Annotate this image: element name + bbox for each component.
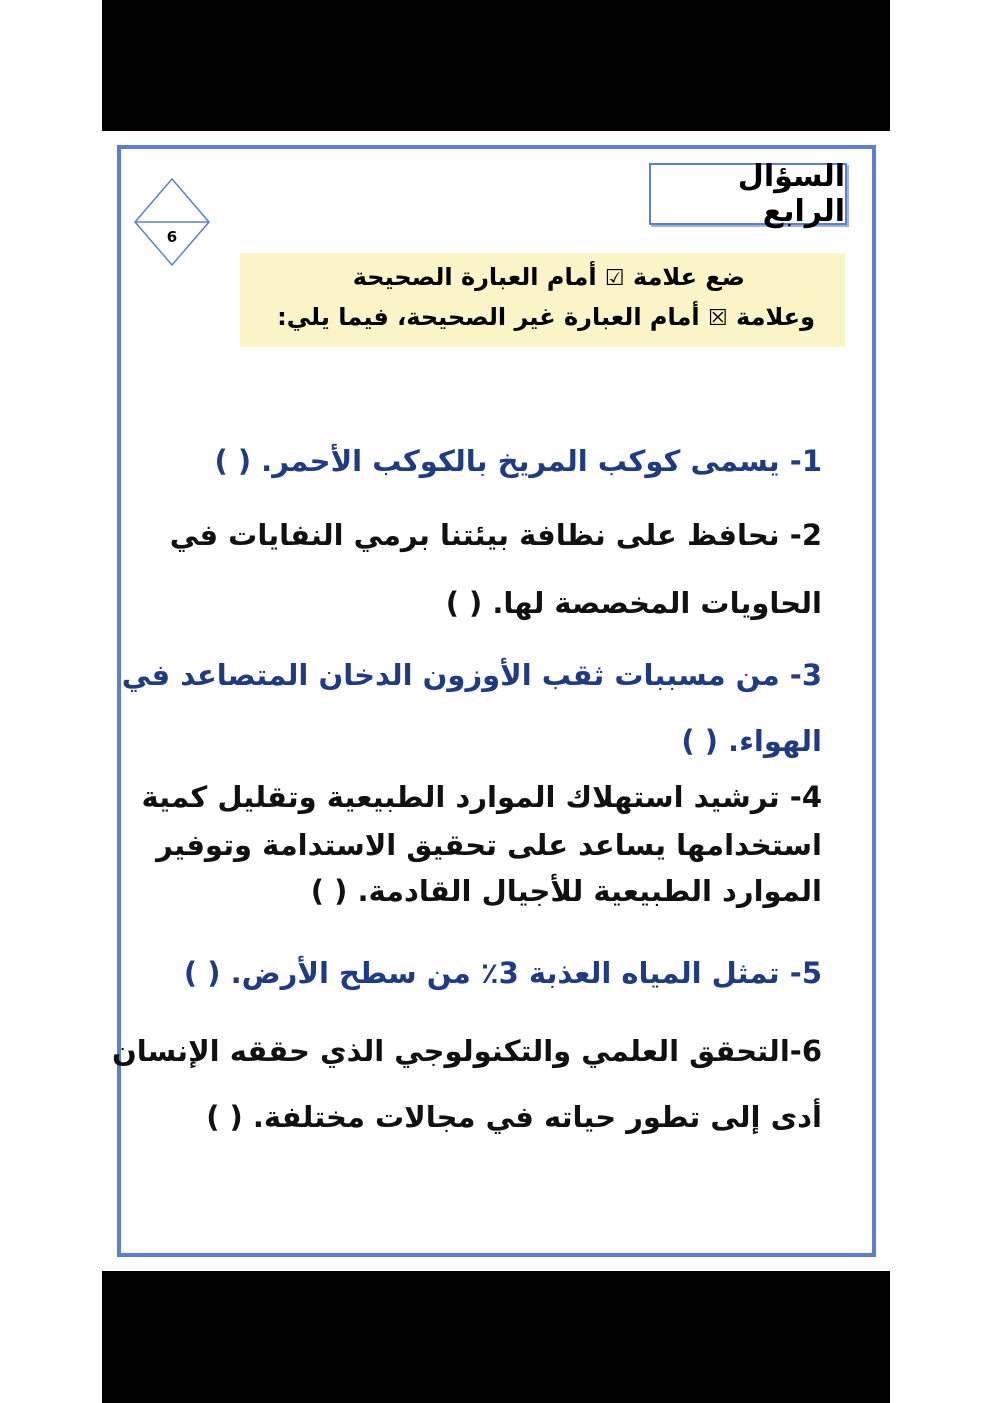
statement-1-line-1: 1- يسمى كوكب المريخ بالكوكب الأحمر. ( ) <box>214 444 822 478</box>
top-black-bar <box>102 0 890 131</box>
page-number-diamond <box>133 177 211 267</box>
statement-3-line-1: 3- من مسببات ثقب الأوزون الدخان المتصاعد في <box>121 658 822 692</box>
checkbox-checked-icon: ☑ <box>604 266 625 291</box>
statement-3-line-2: الهواء. ( ) <box>681 724 822 758</box>
instruction-text: أمام العبارة غير الصحيحة، فيما يلي: <box>277 303 700 331</box>
statement-4-line-3: الموارد الطبيعية للأجيال القادمة. ( ) <box>310 874 822 908</box>
bottom-black-bar <box>102 1271 890 1403</box>
question-title: السؤال الرابع <box>649 163 847 225</box>
instruction-text: أمام العبارة الصحيحة <box>352 263 597 291</box>
statement-2-line-2: الحاويات المخصصة لها. ( ) <box>445 586 822 620</box>
statement-6-line-2: أدى إلى تطور حياته في مجالات مختلفة. ( ) <box>206 1100 822 1134</box>
instruction-line-1 <box>353 263 745 291</box>
instruction-text: ضع علامة <box>633 263 745 291</box>
statement-2-line-1: 2- نحافظ على نظافة بيئتنا برمي النفايات في <box>169 518 822 552</box>
statement-5-line-1: 5- تمثل المياه العذبة 3٪ من سطح الأرض. ( ) <box>183 956 822 990</box>
statement-6-line-1: 6-التحقق العلمي والتكنولوجي الذي حققه الإنسان <box>112 1034 822 1068</box>
statement-4-line-1: 4- ترشيد استهلاك الموارد الطبيعية وتقليل كمية <box>141 780 822 814</box>
instructions-box <box>240 253 845 347</box>
instruction-text: وعلامة <box>736 303 815 331</box>
statement-4-line-2: استخدامها يساعد على تحقيق الاستدامة وتوفير <box>156 828 822 862</box>
checkbox-crossed-icon: ☒ <box>707 306 728 331</box>
page-number: 6 <box>166 228 178 246</box>
instruction-line-2 <box>277 303 815 331</box>
